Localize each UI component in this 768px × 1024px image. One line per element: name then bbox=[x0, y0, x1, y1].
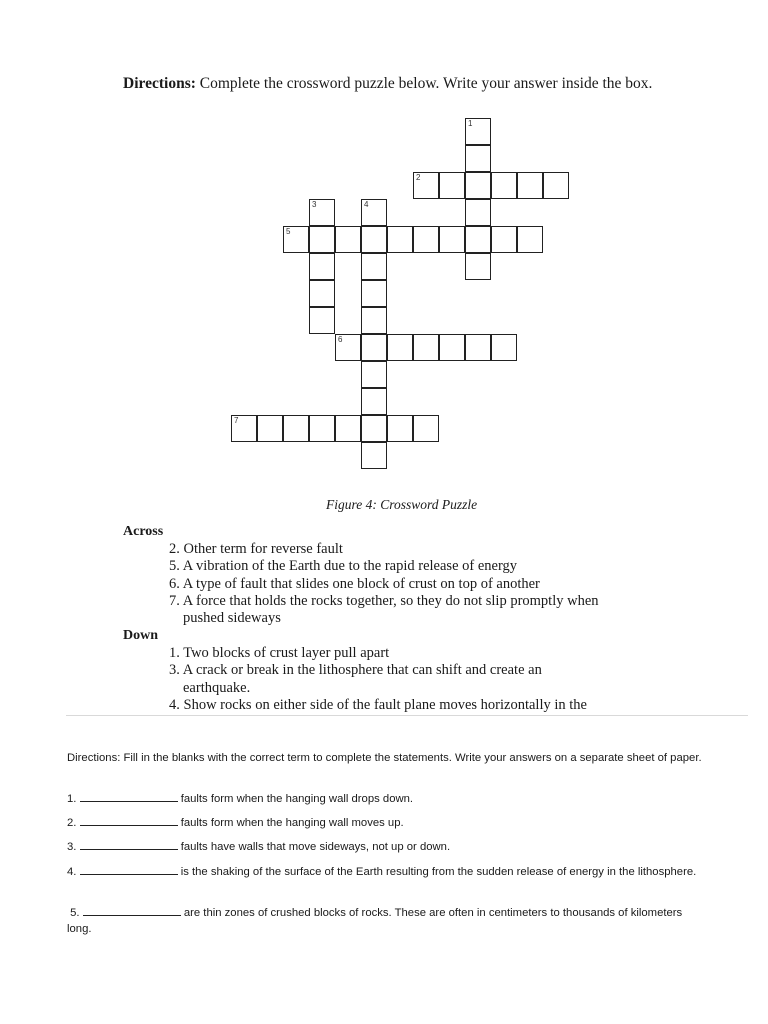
crossword-cell[interactable] bbox=[361, 199, 387, 226]
directions-label: Directions: bbox=[123, 75, 196, 92]
crossword-directions bbox=[123, 75, 652, 93]
crossword-cell[interactable] bbox=[361, 307, 387, 334]
across-clue-7-continued: pushed sideways bbox=[183, 610, 281, 626]
answer-blank[interactable] bbox=[80, 791, 178, 802]
statement-number: 3. bbox=[67, 841, 77, 853]
crossword-cell[interactable] bbox=[309, 199, 335, 226]
statement-number: 4. bbox=[67, 866, 77, 878]
statement-3 bbox=[67, 839, 707, 855]
down-clue-3: 3. A crack or break in the lithosphere that can shift and create an bbox=[169, 662, 542, 678]
crossword-cell[interactable] bbox=[387, 226, 413, 253]
statement-4 bbox=[67, 864, 707, 880]
crossword-cell[interactable] bbox=[413, 415, 439, 442]
crossword-cell[interactable] bbox=[361, 442, 387, 469]
crossword-cell[interactable] bbox=[465, 334, 491, 361]
crossword-cell[interactable] bbox=[361, 334, 387, 361]
crossword-cell[interactable] bbox=[335, 226, 361, 253]
crossword-cell[interactable] bbox=[361, 361, 387, 388]
crossword-cell[interactable] bbox=[387, 415, 413, 442]
statement-number: 1. bbox=[67, 793, 77, 805]
crossword-cell[interactable] bbox=[491, 226, 517, 253]
clue-number: 5 bbox=[286, 227, 291, 236]
crossword-cell[interactable] bbox=[231, 415, 257, 442]
crossword-cell[interactable] bbox=[335, 334, 361, 361]
statement-text: is the shaking of the surface of the Earth resulting from the sudden release of energy in the lithosphere. bbox=[180, 866, 697, 878]
crossword-cell[interactable] bbox=[543, 172, 569, 199]
directions-text: Complete the crossword puzzle below. Write your answer inside the box. bbox=[195, 75, 653, 92]
crossword-cell[interactable] bbox=[283, 415, 309, 442]
crossword-cell[interactable] bbox=[335, 415, 361, 442]
down-heading: Down bbox=[123, 628, 159, 643]
crossword-cell[interactable] bbox=[309, 415, 335, 442]
crossword-cell[interactable] bbox=[309, 280, 335, 307]
crossword-cell[interactable] bbox=[491, 172, 517, 199]
crossword-cell[interactable] bbox=[517, 226, 543, 253]
clue-number: 6 bbox=[338, 335, 343, 344]
clue-number: 1 bbox=[468, 119, 473, 128]
crossword-cell[interactable] bbox=[361, 280, 387, 307]
clue-number: 4 bbox=[364, 200, 369, 209]
crossword-cell[interactable] bbox=[361, 415, 387, 442]
fill-in-directions: Directions: Fill in the blanks with the correct term to complete the statements. Write your answers on a separate sheet of paper. bbox=[67, 752, 702, 764]
statement-number: 2. bbox=[67, 817, 77, 829]
statement-number: 5. bbox=[70, 907, 80, 919]
clue-number: 7 bbox=[234, 416, 239, 425]
across-clue-7: 7. A force that holds the rocks together, so they do not slip promptly when bbox=[169, 593, 599, 609]
across-clue-6: 6. A type of fault that slides one block of crust on top of another bbox=[169, 576, 540, 592]
across-clue-5: 5. A vibration of the Earth due to the rapid release of energy bbox=[169, 558, 518, 574]
answer-blank[interactable] bbox=[80, 839, 178, 850]
down-clue-3-continued: earthquake. bbox=[183, 680, 251, 696]
statement-text: faults have walls that move sideways, not up or down. bbox=[180, 841, 451, 853]
figure-caption: Figure 4: Crossword Puzzle bbox=[326, 497, 478, 512]
clue-number: 3 bbox=[312, 200, 317, 209]
statement-1 bbox=[67, 791, 707, 807]
crossword-cell[interactable] bbox=[283, 226, 309, 253]
crossword-cell[interactable] bbox=[309, 253, 335, 280]
crossword-cell[interactable] bbox=[465, 118, 491, 145]
crossword-cell[interactable] bbox=[465, 253, 491, 280]
crossword-cell[interactable] bbox=[413, 334, 439, 361]
crossword-cell[interactable] bbox=[413, 226, 439, 253]
crossword-cell[interactable] bbox=[465, 172, 491, 199]
crossword-cell[interactable] bbox=[361, 226, 387, 253]
crossword-cell[interactable] bbox=[413, 172, 439, 199]
crossword-cell[interactable] bbox=[465, 226, 491, 253]
crossword-cell[interactable] bbox=[309, 307, 335, 334]
down-clue-4: 4. Show rocks on either side of the fault plane moves horizontally in the bbox=[169, 697, 587, 713]
statement-text: faults form when the hanging wall moves up. bbox=[180, 817, 404, 829]
crossword-cell[interactable] bbox=[465, 145, 491, 172]
crossword-cell[interactable] bbox=[439, 172, 465, 199]
statement-5 bbox=[67, 905, 707, 937]
across-clue-2: 2. Other term for reverse fault bbox=[169, 541, 343, 557]
across-heading: Across bbox=[123, 524, 164, 539]
crossword-cell[interactable] bbox=[361, 253, 387, 280]
clue-number: 2 bbox=[416, 173, 421, 182]
crossword-cell[interactable] bbox=[465, 199, 491, 226]
down-clue-1: 1. Two blocks of crust layer pull apart bbox=[169, 645, 390, 661]
crossword-cell[interactable] bbox=[387, 334, 413, 361]
statement-text: faults form when the hanging wall drops down. bbox=[180, 793, 414, 805]
answer-blank[interactable] bbox=[80, 815, 178, 826]
crossword-cell[interactable] bbox=[439, 334, 465, 361]
crossword-cell[interactable] bbox=[309, 226, 335, 253]
section-divider bbox=[66, 715, 748, 716]
answer-blank[interactable] bbox=[80, 864, 178, 875]
crossword-cell[interactable] bbox=[491, 334, 517, 361]
crossword-cell[interactable] bbox=[361, 388, 387, 415]
statement-2 bbox=[67, 815, 707, 831]
answer-blank[interactable] bbox=[83, 905, 181, 916]
statement-text: are thin zones of crushed blocks of rocks. These are often in centimeters to thousands of kilometers long. bbox=[67, 907, 683, 935]
crossword-cell[interactable] bbox=[257, 415, 283, 442]
crossword-cell[interactable] bbox=[439, 226, 465, 253]
crossword-cell[interactable] bbox=[517, 172, 543, 199]
